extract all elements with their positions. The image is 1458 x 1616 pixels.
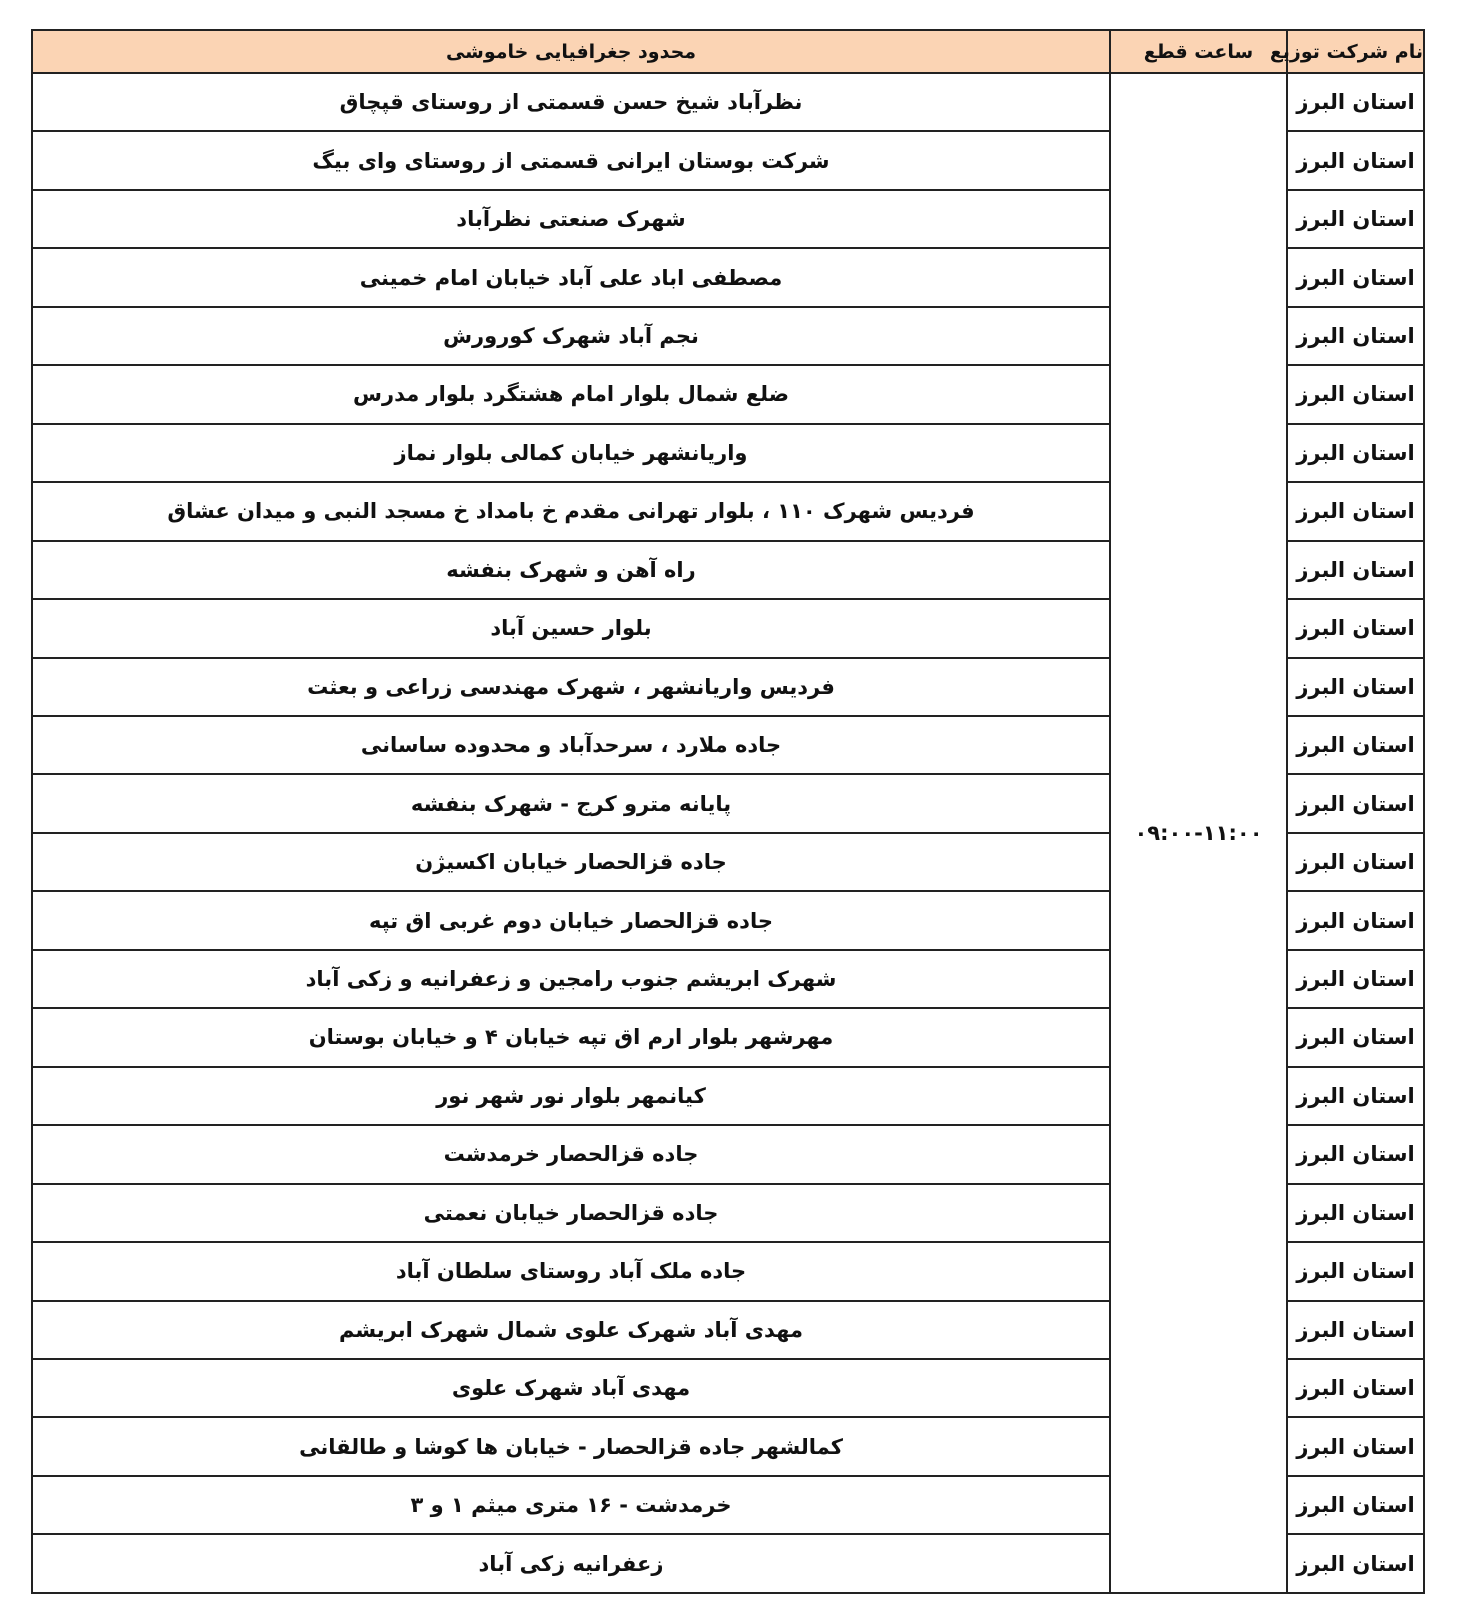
company-cell: استان البرز xyxy=(1287,716,1424,774)
company-cell: استان البرز xyxy=(1287,1242,1424,1300)
area-cell: پایانه مترو کرج - شهرک بنفشه xyxy=(32,774,1110,832)
table-body xyxy=(32,73,1424,1593)
area-cell: خرمدشت - ۱۶ متری میثم ۱ و ۳ xyxy=(32,1476,1110,1534)
company-cell: استان البرز xyxy=(1287,1476,1424,1534)
area-cell: جاده ملک آباد روستای سلطان آباد xyxy=(32,1242,1110,1300)
company-cell: استان البرز xyxy=(1287,774,1424,832)
company-cell: استان البرز xyxy=(1287,658,1424,716)
company-cell: استان البرز xyxy=(1287,1125,1424,1183)
area-cell: واریانشهر خیابان کمالی بلوار نماز xyxy=(32,424,1110,482)
company-cell: استان البرز xyxy=(1287,1184,1424,1242)
company-cell: استان البرز xyxy=(1287,365,1424,423)
table-row xyxy=(32,73,1424,131)
area-cell: مهرشهر بلوار ارم اق تپه خیابان ۴ و خیابان بوستان xyxy=(32,1008,1110,1066)
area-cell: مصطفی اباد علی آباد خیابان امام خمینی xyxy=(32,248,1110,306)
area-cell: شرکت بوستان ایرانی قسمتی از روستای وای بیگ xyxy=(32,131,1110,189)
company-cell: استان البرز xyxy=(1287,307,1424,365)
company-cell: استان البرز xyxy=(1287,599,1424,657)
area-cell: فردیس شهرک ۱۱۰ ، بلوار تهرانی مقدم خ بامداد خ مسجد النبی و میدان عشاق xyxy=(32,482,1110,540)
area-cell: جاده ملارد ، سرحدآباد و محدوده ساسانی xyxy=(32,716,1110,774)
company-cell: استان البرز xyxy=(1287,1417,1424,1475)
outage-time-cell: ۰۹:۰۰-۱۱:۰۰ xyxy=(1110,73,1287,1593)
company-cell: استان البرز xyxy=(1287,950,1424,1008)
company-cell: استان البرز xyxy=(1287,1534,1424,1593)
company-cell: استان البرز xyxy=(1287,1067,1424,1125)
area-cell: شهرک ابریشم جنوب رامجین و زعفرانیه و زکی آباد xyxy=(32,950,1110,1008)
company-cell: استان البرز xyxy=(1287,1008,1424,1066)
area-cell: نجم آباد شهرک کورورش xyxy=(32,307,1110,365)
company-cell: استان البرز xyxy=(1287,482,1424,540)
header-company: نام شرکت توزیع xyxy=(1287,30,1424,73)
area-cell: جاده قزالحصار خیابان نعمتی xyxy=(32,1184,1110,1242)
area-cell: فردیس واریانشهر ، شهرک مهندسی زراعی و بعثت xyxy=(32,658,1110,716)
outage-table xyxy=(31,29,1425,1594)
area-cell: راه آهن و شهرک بنفشه xyxy=(32,541,1110,599)
area-cell: مهدی آباد شهرک علوی شمال شهرک ابریشم xyxy=(32,1301,1110,1359)
company-cell: استان البرز xyxy=(1287,73,1424,131)
area-cell: کیانمهر بلوار نور شهر نور xyxy=(32,1067,1110,1125)
company-cell: استان البرز xyxy=(1287,424,1424,482)
area-cell: نظرآباد شیخ حسن قسمتی از روستای قپچاق xyxy=(32,73,1110,131)
company-cell: استان البرز xyxy=(1287,131,1424,189)
area-cell: زعفرانیه زکی آباد xyxy=(32,1534,1110,1593)
company-cell: استان البرز xyxy=(1287,891,1424,949)
area-cell: بلوار حسین آباد xyxy=(32,599,1110,657)
company-cell: استان البرز xyxy=(1287,541,1424,599)
area-cell: مهدی آباد شهرک علوی xyxy=(32,1359,1110,1417)
header-area: محدود جغرافیایی خاموشی xyxy=(32,30,1110,73)
company-cell: استان البرز xyxy=(1287,833,1424,891)
company-cell: استان البرز xyxy=(1287,248,1424,306)
header-outage-time: ساعت قطع xyxy=(1110,30,1287,73)
outage-schedule-sheet xyxy=(31,29,1425,1594)
area-cell: کمالشهر جاده قزالحصار - خیابان ها کوشا و طالقانی xyxy=(32,1417,1110,1475)
area-cell: شهرک صنعتی نظرآباد xyxy=(32,190,1110,248)
area-cell: جاده قزالحصار خرمدشت xyxy=(32,1125,1110,1183)
table-header-row xyxy=(32,30,1424,73)
area-cell: جاده قزالحصار خیابان دوم غربی اق تپه xyxy=(32,891,1110,949)
company-cell: استان البرز xyxy=(1287,190,1424,248)
company-cell: استان البرز xyxy=(1287,1359,1424,1417)
area-cell: ضلع شمال بلوار امام هشتگرد بلوار مدرس xyxy=(32,365,1110,423)
area-cell: جاده قزالحصار خیابان اکسیژن xyxy=(32,833,1110,891)
company-cell: استان البرز xyxy=(1287,1301,1424,1359)
